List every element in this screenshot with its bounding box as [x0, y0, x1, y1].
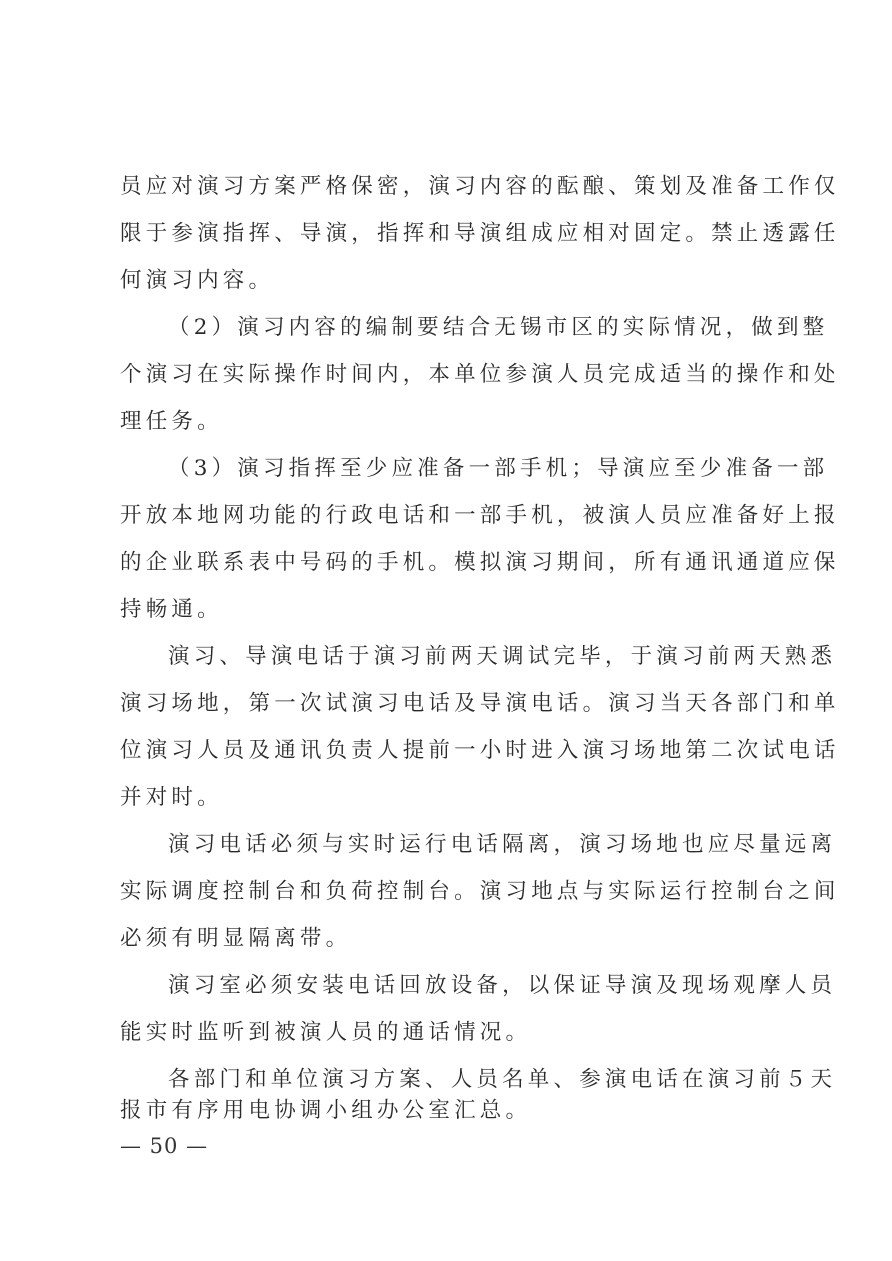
- text-line: 个演习在实际操作时间内，本单位参演人员完成适当的操作和处: [120, 362, 840, 387]
- text-line: 报市有序用电协调小组办公室汇总。: [120, 1098, 532, 1123]
- text-line: 员应对演习方案严格保密，演习内容的酝酿、策划及准备工作仅: [120, 174, 840, 199]
- text-line: 必须有明显隔离带。: [120, 926, 352, 951]
- text-line: 各部门和单位演习方案、人员名单、参演电话在演习前５天: [168, 1067, 837, 1092]
- text-line: 的企业联系表中号码的手机。模拟演习期间，所有通讯通道应保: [120, 550, 840, 575]
- text-line: 并对时。: [120, 785, 223, 810]
- text-line: 何演习内容。: [120, 268, 275, 293]
- page-number: — 50 —: [120, 1134, 209, 1158]
- text-line: 位演习人员及通讯负责人提前一小时进入演习场地第二次试电话: [120, 738, 840, 763]
- text-line: 能实时监听到被演人员的通话情况。: [120, 1020, 532, 1045]
- text-line: 演习场地，第一次试演习电话及导演电话。演习当天各部门和单: [120, 691, 840, 716]
- text-line: 演习电话必须与实时运行电话隔离，演习场地也应尽量远离: [168, 832, 837, 857]
- text-line: （3）演习指挥至少应准备一部手机；导演应至少准备一部: [168, 456, 829, 481]
- text-line: 演习室必须安装电话回放设备，以保证导演及现场观摩人员: [168, 973, 837, 998]
- text-line: 开放本地网功能的行政电话和一部手机，被演人员应准备好上报: [120, 503, 840, 528]
- text-line: 理任务。: [120, 409, 223, 434]
- text-line: 持畅通。: [120, 597, 223, 622]
- text-line: 实际调度控制台和负荷控制台。演习地点与实际运行控制台之间: [120, 879, 840, 904]
- text-line: 演习、导演电话于演习前两天调试完毕，于演习前两天熟悉: [168, 644, 837, 669]
- text-line: （2）演习内容的编制要结合无锡市区的实际情况，做到整: [168, 315, 829, 340]
- text-line: 限于参演指挥、导演，指挥和导演组成应相对固定。禁止透露任: [120, 221, 840, 246]
